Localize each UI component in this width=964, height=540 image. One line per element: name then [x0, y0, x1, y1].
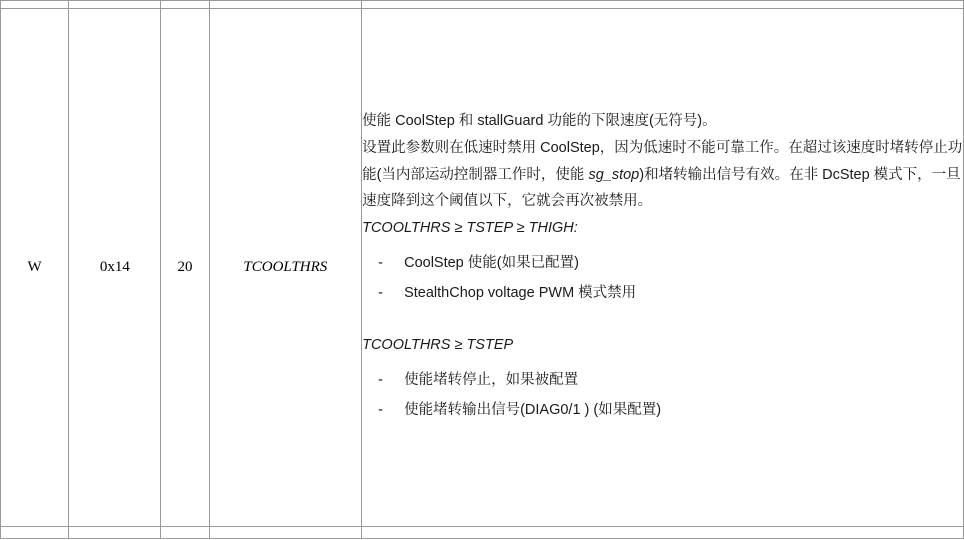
cell-name-next [209, 527, 361, 539]
table-row [1, 9, 964, 527]
list-item-label: CoolStep 使能(如果已配置) [404, 254, 579, 271]
dash-bullet-icon: - [378, 402, 383, 419]
cell-address-partial [69, 1, 161, 9]
cell-description-next [362, 527, 964, 539]
cell-rw-partial [1, 1, 69, 9]
list-item-label: 使能堵转输出信号(DIAG0/1 ) (如果配置) [404, 402, 662, 419]
list-item [378, 397, 963, 423]
table-row-partial-top [1, 1, 964, 9]
cell-number: 20 [161, 9, 209, 527]
cell-register-name: TCOOLTHRS [209, 9, 361, 527]
cell-number-next [161, 527, 209, 539]
dash-bullet-icon: - [378, 371, 383, 388]
condition-1-heading: TCOOLTHRS ≥ TSTEP ≥ THIGH: [362, 220, 578, 237]
sg-stop-token: sg_stop [588, 166, 640, 183]
dash-bullet-icon: - [378, 254, 383, 271]
cell-rw: W [1, 9, 69, 527]
cell-rw-next [1, 527, 69, 539]
cell-number-partial [161, 1, 209, 9]
cell-address-next [69, 527, 161, 539]
cell-name-partial [209, 1, 361, 9]
dash-bullet-icon: - [378, 285, 383, 302]
description-paragraph-2: 设置此参数则在低速时禁用 CoolStep，因为低速时不能可靠工作。在超过该速度时堵转停止功能(当内部运动控制器工作时，使能 sg_stop)和堵转输出信号有效。在非 DcStep 模式下，一旦速度降到这个阈值以下，它就会再次被禁用。 [362, 139, 963, 210]
condition-1-list [362, 250, 963, 306]
cell-description-partial [362, 1, 964, 9]
cell-description [362, 9, 964, 527]
list-item [378, 367, 963, 393]
table-row-partial-bottom [1, 527, 964, 539]
description-paragraph-1: 使能 CoolStep 和 stallGuard 功能的下限速度(无符号)。 [362, 112, 717, 129]
cell-address: 0x14 [69, 9, 161, 527]
list-item [378, 250, 963, 276]
condition-2-heading: TCOOLTHRS ≥ TSTEP [362, 337, 514, 354]
list-item [378, 280, 963, 306]
condition-2-list [362, 367, 963, 423]
list-item-label: StealthChop voltage PWM 模式禁用 [404, 285, 637, 302]
list-item-label: 使能堵转停止，如果被配置 [404, 371, 579, 388]
